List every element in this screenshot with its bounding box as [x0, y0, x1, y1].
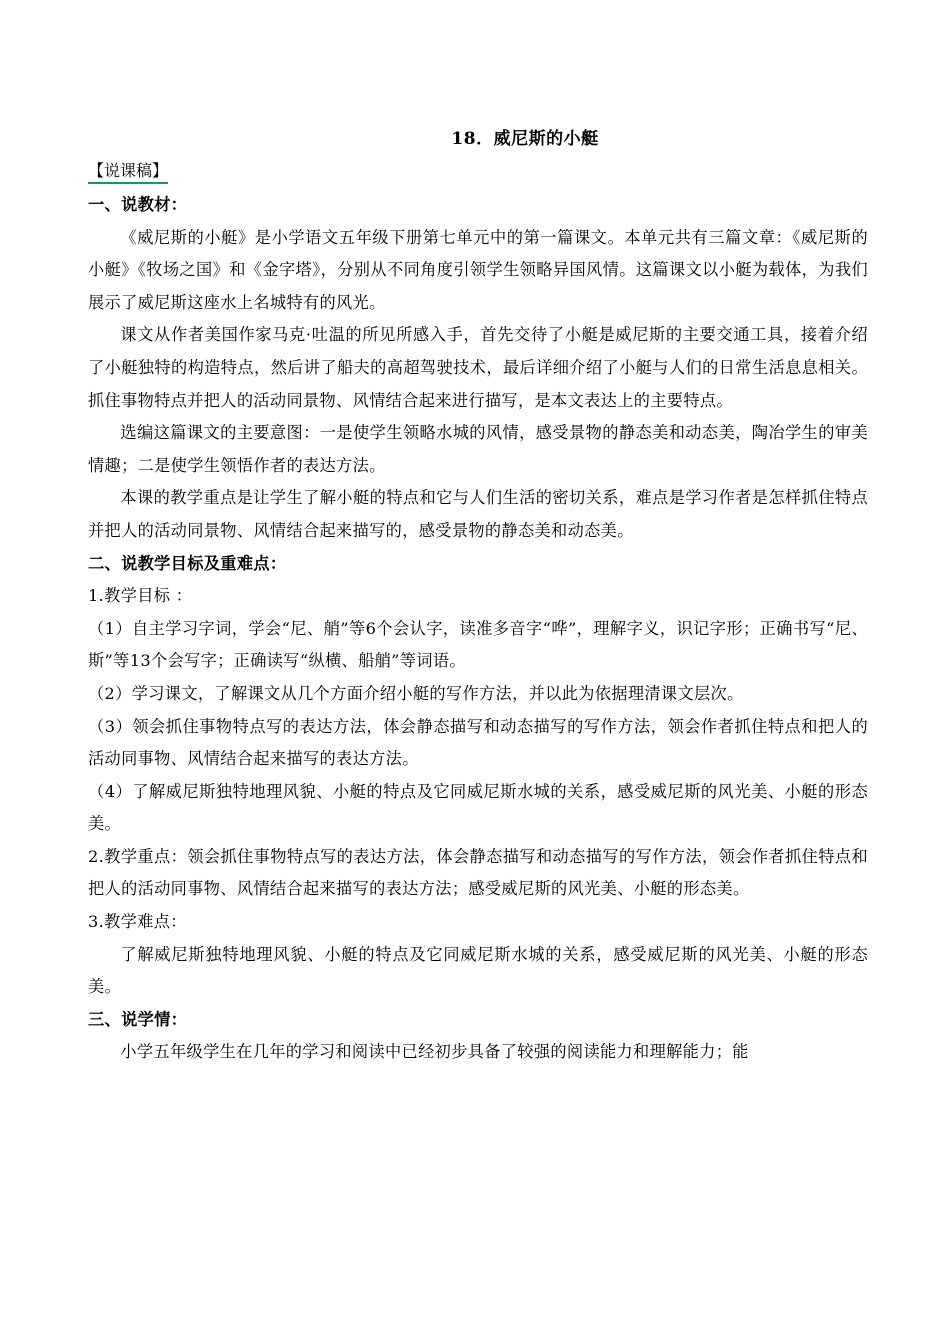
paragraph: 了解威尼斯独特地理风貌、小艇的特点及它同威尼斯水城的关系，感受威尼斯的风光美、小艇的形态美。 — [88, 944, 868, 997]
paragraph: 本课的教学重点是让学生了解小艇的特点和它与人们生活的密切关系，难点是学习作者是怎样抓住特点并把人的活动同景物、风情结合起来描写的，感受景物的静态美和动态美。 — [88, 488, 868, 540]
paragraph: 小学五年级学生在几年的学习和阅读中已经初步具备了较强的阅读能力和理解能力；能 — [120, 1042, 749, 1062]
list-item: （1）自主学习字词，学会“尼、艄”等6个会认字，读准多音字“哗”，理解字义，识记字形；正确书写“尼、斯”等13个会写字；正确读写“纵横、船艄”等词语。 — [88, 618, 868, 671]
list-item: （3）领会抓住事物特点写的表达方法，体会静态描写和动态描写的写作方法，领会作者抓住特点和把人的活动同事物、风情结合起来描写的表达方法。 — [88, 716, 868, 769]
document-body — [88, 189, 868, 1069]
subsection-label: 3.教学难点： — [88, 912, 187, 932]
section-tag: 【说课稿】 — [88, 158, 168, 184]
paragraph: 选编这篇课文的主要意图：一是使学生领略水城的风情，感受景物的静态美和动态美，陶冶学生的审美情趣；二是使学生领悟作者的表达方法。 — [88, 423, 868, 475]
section-heading: 三、说学情： — [88, 1009, 188, 1029]
list-item: （2）学习课文，了解课文从几个方面介绍小艇的写作方法，并以此为依据理清课文层次。 — [88, 683, 744, 703]
section-heading: 一、说教材： — [88, 195, 188, 214]
paragraph: 《威尼斯的小艇》是小学语文五年级下册第七单元中的第一篇课文。本单元共有三篇文章：《威尼斯的小艇》《牧场之国》和《金字塔》，分别从不同角度引领学生领略异国风情。这篇课文以小艇为载体，为我们展示了威尼斯这座水上名城特有的风光。 — [88, 227, 868, 312]
paragraph: 2.教学重点：领会抓住事物特点写的表达方法，体会静态描写和动态描写的写作方法，领会作者抓住特点和把人的活动同事物、风情结合起来描写的表达方法；感受威尼斯的风光美、小艇的形态美。 — [88, 846, 868, 899]
section-heading: 二、说教学目标及重难点： — [88, 553, 287, 573]
page-title: 18．威尼斯的小艇 — [451, 129, 599, 149]
subsection-label: 1.教学目标 ： — [88, 586, 193, 606]
list-item: （4）了解威尼斯独特地理风貌、小艇的特点及它同威尼斯水城的关系，感受威尼斯的风光美、小艇的形态美。 — [88, 781, 868, 834]
paragraph: 课文从作者美国作家马克·吐温的所见所感入手，首先交待了小艇是威尼斯的主要交通工具，接着介绍了小艇独特的构造特点，然后讲了船夫的高超驾驶技术，最后详细介绍了小艇与人们的日常生活息息相关。抓住事物特点并把人的活动同景物、风情结合起来进行描写，是本文表达上的主要特点。 — [88, 325, 868, 410]
